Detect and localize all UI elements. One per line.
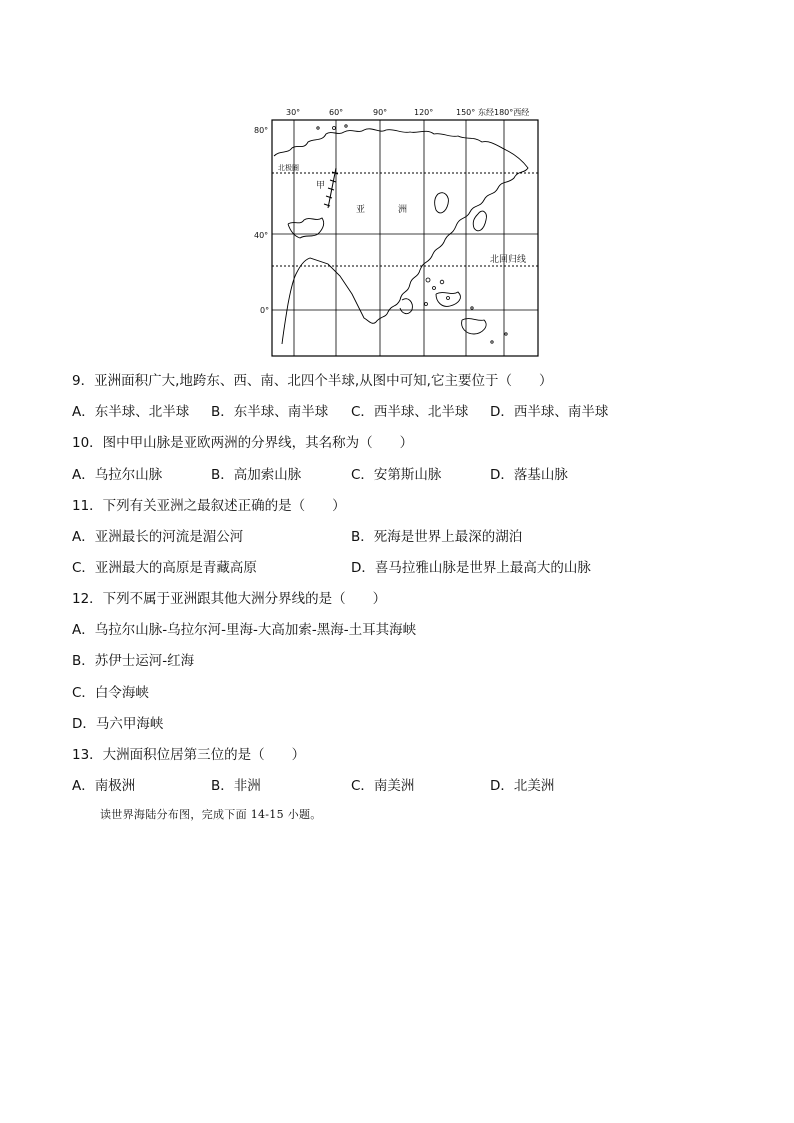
question-9-option-c: C．西半球、北半球 [351, 404, 469, 420]
question-13-option-b: B．非洲 [211, 778, 261, 794]
question-12-option-c: C．白令海峡 [72, 685, 149, 701]
lat-label-80: 80° [254, 126, 269, 135]
lon-label-180: 东经180°西经 [478, 108, 530, 117]
lon-label-60: 60° [329, 108, 344, 117]
question-11-stem: 11．下列有关亚洲之最叙述正确的是（ ） [72, 498, 346, 514]
question-12-option-d: D．马六甲海峡 [72, 716, 164, 732]
question-10-option-b: B．高加索山脉 [211, 467, 302, 483]
question-9-option-a: A．东半球、北半球 [72, 404, 190, 420]
lon-label-90: 90° [373, 108, 388, 117]
question-10-stem: 10．图中甲山脉是亚欧两洲的分界线，其名称为（ ） [72, 435, 414, 451]
question-12-stem: 12．下列不属于亚洲跟其他大洲分界线的是（ ） [72, 591, 387, 607]
question-11-option-b: B．死海是世界上最深的湖泊 [351, 529, 523, 545]
section-intro: 读世界海陆分布图，完成下面 14-15 小题。 [100, 808, 322, 821]
question-11-option-c: C．亚洲最大的高原是青藏高原 [72, 560, 257, 576]
question-13-option-a: A．南极洲 [72, 778, 136, 794]
question-12-option-b: B．苏伊士运河-红海 [72, 653, 195, 669]
lon-label-120: 120° [414, 108, 434, 117]
question-12-option-a: A．乌拉尔山脉-乌拉尔河-里海-大高加索-黑海-土耳其海峡 [72, 622, 417, 638]
question-11-option-a: A．亚洲最长的河流是湄公河 [72, 529, 244, 545]
asia-map-figure [252, 104, 544, 360]
question-10-option-a: A．乌拉尔山脉 [72, 467, 163, 483]
jia-label: 甲 [316, 181, 326, 191]
lat-label-40: 40° [254, 231, 269, 240]
question-10-option-d: D．落基山脉 [490, 467, 568, 483]
map-frame [272, 120, 538, 356]
arctic-circle-label: 北极圈 [278, 164, 299, 172]
question-9-option-d: D．西半球、南半球 [490, 404, 609, 420]
question-10-option-c: C．安第斯山脉 [351, 467, 442, 483]
asia-label-2: 洲 [398, 205, 408, 215]
question-13-option-d: D．北美洲 [490, 778, 555, 794]
tropic-label: 北回归线 [490, 255, 527, 265]
question-13-option-c: C．南美洲 [351, 778, 415, 794]
asia-label-1: 亚 [356, 205, 366, 215]
meridian-lines [294, 120, 504, 356]
lon-label-30: 30° [286, 108, 301, 117]
question-11-option-d: D．喜马拉雅山脉是世界上最高大的山脉 [351, 560, 591, 576]
question-13-stem: 13．大洲面积位居第三位的是（ ） [72, 747, 306, 763]
question-9-stem: 9．亚洲面积广大,地跨东、西、南、北四个半球,从图中可知,它主要位于（ ） [72, 373, 553, 389]
coastline-outline [274, 129, 528, 344]
lat-label-0: 0° [260, 306, 270, 315]
lon-label-150: 150° [456, 108, 476, 117]
question-9-option-b: B．东半球、南半球 [211, 404, 329, 420]
